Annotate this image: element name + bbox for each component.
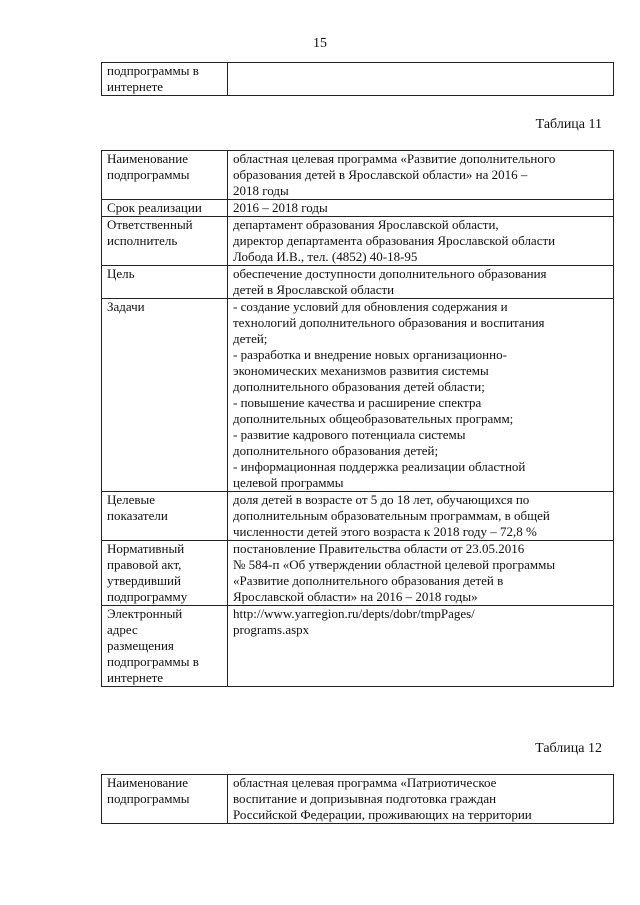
- row-label: подпрограммы в интернете: [102, 63, 228, 96]
- row-value: 2016 – 2018 годы: [228, 200, 614, 217]
- row-value: обеспечение доступности дополнительного образования детей в Ярославской области: [228, 266, 614, 299]
- row-value: постановление Правительства области от 23.05.2016 № 584-п «Об утверждении областной целевой программы «Развитие дополнительного образования детей в Ярославской области» на 2016 – 2018 годы»: [228, 541, 614, 606]
- row-label: Наименование подпрограммы: [102, 151, 228, 200]
- row-label: Электронный адрес размещения подпрограммы в интернете: [102, 606, 228, 687]
- row-value: областная целевая программа «Развитие дополнительного образования детей в Ярославской области» на 2016 – 2018 годы: [228, 151, 614, 200]
- table-row: [102, 299, 614, 492]
- table-row: [102, 606, 614, 687]
- table-row: [102, 492, 614, 541]
- row-value: доля детей в возрасте от 5 до 18 лет, обучающихся по дополнительным образовательным программам, в общей численности детей этого возраста к 2018 году – 72,8 %: [228, 492, 614, 541]
- table-row: [102, 266, 614, 299]
- page-number: 15: [313, 36, 327, 51]
- table-row: [102, 775, 614, 824]
- row-value: - создание условий для обновления содержания и технологий дополнительного образования и воспитания детей; - разработка и внедрение новых организационно- экономических механизмов развития системы дополнительного образования детей области; - повышение качества и расширение спектра дополнительных общеобразовательных программ; - развитие кадрового потенциала системы дополнительного образования детей; - информационная поддержка реализации областной целевой программы: [228, 299, 614, 492]
- row-label: Ответственный исполнитель: [102, 217, 228, 266]
- row-label: Наименование подпрограммы: [102, 775, 228, 824]
- table-12: [101, 774, 614, 824]
- row-value: областная целевая программа «Патриотическое воспитание и допризывная подготовка граждан Российской Федерации, проживающих на территории: [228, 775, 614, 824]
- row-value: [228, 63, 614, 96]
- table-11: [101, 150, 614, 687]
- table-row: [102, 217, 614, 266]
- row-value: департамент образования Ярославской области, директор департамента образования Ярославской области Лобода И.В., тел. (4852) 40-18-95: [228, 217, 614, 266]
- table-row: [102, 541, 614, 606]
- table-12-caption: Таблица 12: [535, 741, 602, 756]
- row-value[interactable]: http://www.yarregion.ru/depts/dobr/tmpPages/ programs.aspx: [228, 606, 614, 687]
- row-label: Целевые показатели: [102, 492, 228, 541]
- row-label: Срок реализации: [102, 200, 228, 217]
- table-row: [102, 200, 614, 217]
- table-row: [102, 151, 614, 200]
- table-11-caption: Таблица 11: [535, 117, 602, 132]
- row-label: Нормативный правовой акт, утвердивший подпрограмму: [102, 541, 228, 606]
- row-label: Цель: [102, 266, 228, 299]
- row-label: Задачи: [102, 299, 228, 492]
- continued-table-fragment: [101, 62, 614, 96]
- table-row: [102, 63, 614, 96]
